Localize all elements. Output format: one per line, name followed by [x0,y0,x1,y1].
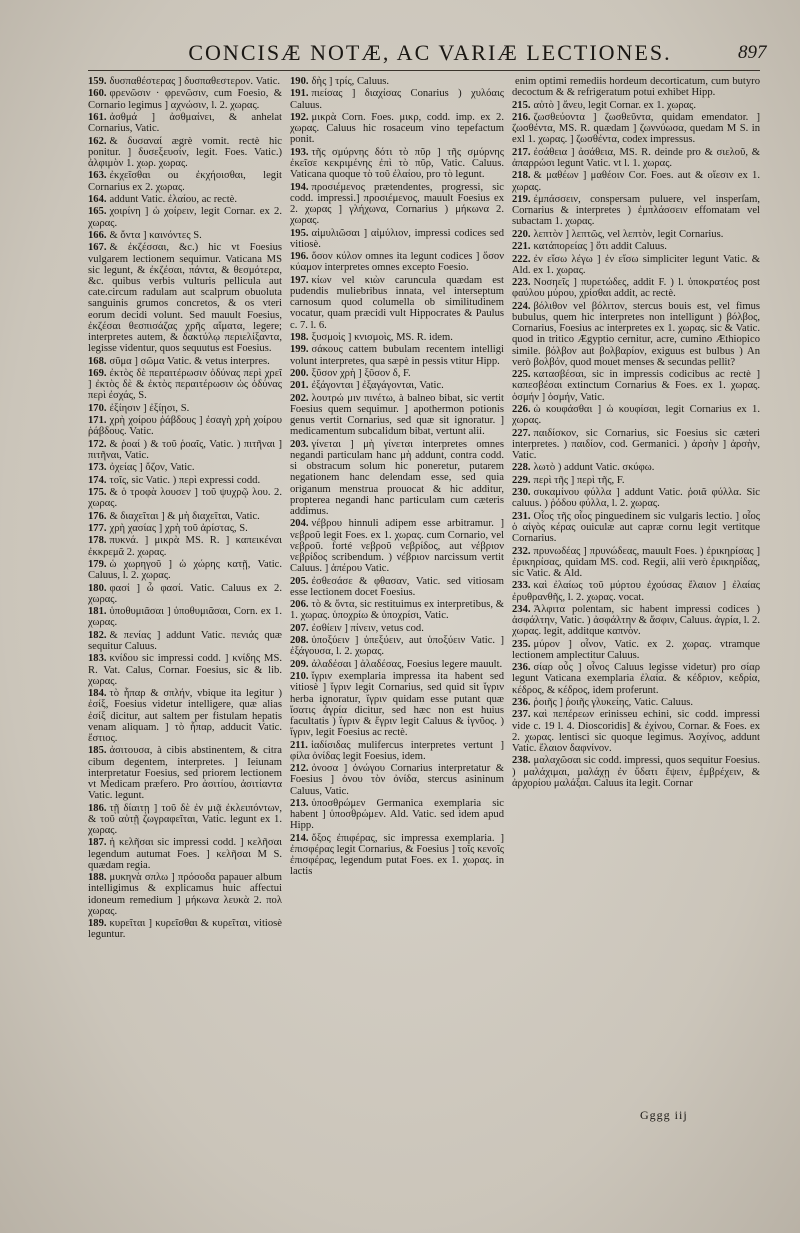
note-number: 202. [290,392,309,404]
note-number: 162. [88,135,107,147]
note-number: 194. [290,181,309,193]
note-text: ζωσθεύοντα ] ζωσθεῦντα, quidam emendator. ] ζωσθέντα, MS. R. quædam ] ζωννύωσα, quedam M S. in exl 1. χωρας. ] ζωσθέντα, codex impressus. [512,111,760,146]
note-text: λουτρώ μιν πινέτω, à balneo bibat, sic vertit Foesius quem sequimur. ] apothermon potionis genus vertit Cornarius, sed quæ sit ignoratur. ] medicamentum subcalidum bibat, vertunt alii. [290,392,504,438]
note-text: ἐξάγονται ] ἐξαγάγονται, Vatic. [311,380,444,392]
note-text: περὶ τῆς ] περὶ τῆς, F. [533,474,625,486]
note-number: 212. [290,763,309,775]
note-entry [290,833,504,878]
note-entry [290,740,504,762]
note-number: 232. [512,545,531,557]
note-number: 173. [88,462,107,474]
note-number: 204. [290,518,309,530]
note-entry [88,356,282,367]
note-number: 186. [88,802,107,814]
note-entry [512,428,760,462]
note-text: κνίδου sic impressi codd. ] κνίδης MS. R. Vat. Calus, Cornar. Foesius, sic & lib. χωρας. [88,653,282,687]
note-text: & ῥοαί ) & τοῦ ῥοαῖς, Vatic. ) πιτῆναι ] πιτῆναι, Vatic. [88,438,282,461]
note-entry [512,254,760,276]
note-text: μυκηνὰ σπλω ] πρόσοδα papauer album intelligimus & explicamus huic affectui idoneum remedium ] μήκωνα λευκὰ 2. πολ χωρας. [88,872,282,917]
note-number: 200. [290,367,309,379]
note-text: νέβρου hinnuli adipem esse arbitramur. ] νεβροῦ legit Foes. ex 1. χωρας. cum Cornario, vel νεβροῦ. forté νεβροῦ νεβρίδος, aut νέβριον νεβρίδος scribendum. ) νέβριον narcissum vertit Caluus. ] ἀπέρου Vatic. [290,518,504,575]
note-number: 189. [88,918,107,930]
note-entry [88,630,282,652]
note-text: κατασβέσαι, sic in impressis codicibus ac rectè ] καπεσβέσαι extinctum Cornarius & Foes. ex 1. χωρας. ὀσμήν ] ὀσμήν, Vatic. [512,369,760,403]
note-text: ὑποθυμιᾶσαι ] ὑποθυμιᾶσαι, Corn. ex 1. χωρας. [88,606,282,629]
note-text: τῇ δίαιτῃ ] τοῦ δὲ ἐν μιᾷ ἐκλειπόντων, & τοῦ αὐτῇ ζωγραφεῖται, Vatic. legunt ex 1. χωρας. [88,802,282,837]
note-number: 207. [290,622,309,634]
note-text: ῥοιῆς ] ῥοιῆς γλυκείης, Vatic. Caluus. [533,697,694,709]
note-entry [88,803,282,837]
note-text: δὴς ] τρίς, Caluus. [311,76,390,87]
note-text: χρὴ χασίας ] χρὴ τοῦ ἀρίστας, S. [109,523,248,535]
note-entry [512,604,760,638]
note-entry [88,837,282,871]
note-number: 215. [512,99,531,111]
note-number: 178. [88,535,107,547]
note-text: συκαμίνου φύλλα ] addunt Vatic. ῥοιᾶ φύλλα. Sic caluus. ) ῥόδου φύλλα, l. 2. χωρας. [512,487,760,510]
note-entry [88,76,282,87]
note-number: 166. [88,229,107,241]
note-number: 175. [88,487,107,499]
note-entry [290,112,504,146]
note-number: 181. [88,606,107,618]
page-number: 897 [738,42,767,63]
note-number: 227. [512,427,531,439]
note-entry [88,206,282,228]
note-entry [88,688,282,744]
note-number: 216. [512,111,531,123]
note-entry [512,580,760,602]
note-text: ἀσθμά ] ἀσθμαίνει, & anhelat Cornarius, Vatic. [88,111,282,135]
note-entry [88,559,282,581]
note-text: ἴγριν exemplaria impressa ita habent sed vitiosè ] ἴγριν legit Cornarius, sed quid sit ἴγριν herba ignoratur, ἴγριν quidam esse putant quæ ἴσατις ἀγρία dicitur, sed hæc non est huius facultatis ) ἴγριν & ἔγριν legit Caluus & ἰγνῦος. ) ἴγριν, legit Foesius ac rectè. [290,671,504,739]
note-text: σάκους cattem bubulam recentem intelligi volunt interpretes, qua sæpè in pessis vtitur Hipp. [290,344,504,367]
note-entry [512,170,760,192]
note-text: ἐξίησιν ] ἐξίῃσι, S. [109,402,190,414]
note-text: σῦμα ] σῶμα Vatic. & vetus interpres. [109,355,270,367]
note-entry [290,439,504,517]
note-text: Ἀλφιτα polentam, sic habent impressi codices ) ἀσφάλτην, Vatic. ) ἀσφάλτην & ἄσφιν, Caluus. ἀγρία, l. 2. χωρας. legit, additque καπνὸν. [512,603,760,638]
note-text: & ὁ τροφὰ λουσεν ] τοῦ ψυχρῷ λου. 2. χωρας. [88,487,282,510]
note-text: & δυσαναί ægrè vomit. rectè hic ponitur. ] δυσεξευσίν, legit. Foes. Vatic.) ἀλφιμὸν 1. χωρ. χωρας. [88,135,282,169]
header-rule [88,70,760,71]
note-entry [88,88,282,110]
note-text: λωτὸ ) addunt Vatic. σκύφω. [533,462,655,474]
note-entry [512,241,760,252]
note-entry [88,439,282,461]
note-number: 233. [512,580,531,592]
note-entry [512,229,760,240]
note-entry [290,671,504,738]
note-number: 167. [88,242,107,254]
note-text: ὡ χωρηγοῦ ] ὡ χώρης κατῇ, Vatic. Caluus, l. 2. χωρας. [88,559,282,582]
note-entry [290,76,504,87]
note-entry [88,606,282,628]
note-entry [88,918,282,940]
note-entry [512,301,760,368]
note-text: ὀχείας ] ὄζον, Vatic. [109,462,195,474]
note-entry [512,112,760,146]
note-text: ἀλαδέσαι ] ἀλαδέσας, Foesius legere mauult. [311,658,503,670]
note-entry [512,369,760,403]
note-number: 187. [88,837,107,849]
note-entry [88,872,282,917]
note-text: ἀσιτουσα, à cibis abstinentem, & citra cibum degentem, interpretes. ] Ieiunam interpretatur Foesius, sed priorem lectionem vt Medicam præfero. Pro ἀσιτίου, ἀσιτίαντα Vatic. legunt. [88,745,282,802]
note-entry [512,755,760,789]
note-text: τοῖς, sic Vatic. ) περὶ expressi codd. [109,474,261,486]
note-text: ἡ κελῆσαι sic impressi codd. ] κελῆσαι legendum autumat Foes. ] κελῆσαι M S. quædam regia. [88,837,282,871]
note-entry [290,380,504,391]
note-text: πιείσας ] διαχίσας Conarius ) χυλόαις Caluus. [290,88,504,111]
note-entry [88,511,282,522]
note-text: τὸ & ὄντα, sic restituimus ex interpretibus, & 1. χωρας. ὑποχρίω & ὑποχρίσι, Vatic. [290,599,504,622]
note-entry [88,194,282,205]
note-number: 220. [512,228,531,240]
note-number: 161. [88,111,107,123]
note-text: καὶ ἐλαίως τοῦ μύρτου ἐχούσας ἔλαιον ] ἐλαίας ἐρυθρανθῆς, l. 2. χωρας. vocat. [512,580,760,603]
note-text: ὅσον κύλον omnes ita legunt codices ] ὅσον κύαμον interpretes omnes excepto Foesio. [290,251,504,274]
note-text: & ὄντα ] καινόντες S. [109,229,202,241]
note-number: 198. [290,331,309,343]
note-text: ὄξος ἐπιφέρας, sic impressa exemplaria. ] ἐπισφέρας legit Cornarius, & Foesius ] τοῖς κενοῖς ἐπισφέρας, legendum putat Foes. ex 1. χωρας. in lactis [290,832,504,878]
note-entry [88,475,282,486]
note-number: 209. [290,658,309,670]
note-text: βόλιθον vel βόλιτον, stercus bouis est, vel fimus bubulus, quem hic interpretes non intelligunt ) βόλβος, Cornarius, Foesius ac interpretes ex 1. χωρας. sic & Vatic. quod in tritico Ægyptio cernitur, acre, cumino Æthiopico simile. βόλβον aut βολβαρίον, exiguus est bulbus ) An verò βολβόν, quod mouet menses & secundas pellit? [512,300,760,368]
note-entry [290,344,504,366]
note-entry [88,653,282,687]
note-entry [512,462,760,473]
note-text: φρενῶσιν · φρενῶσιν, cum Foesio, & Cornario legimus ] αχνώσιν, l. 2. χωρας. [88,88,282,111]
note-number: 201. [290,380,309,392]
note-entry [88,170,282,192]
note-text: γίνεται ] μὴ γίνεται interpretes omnes negandi particulam hanc μὴ addunt, contra codd. si obstracum solum hic poneretur, putarem negationem hanc delendam esse, sed quia origanum menstrua prouocat & hic additur, propterea negandi hanc particulam cum cæteris addimus. [290,438,504,517]
note-number: 221. [512,241,531,253]
note-text: addunt Vatic. ἐλαίου, ac rectè. [109,193,238,205]
note-entry [290,332,504,343]
note-number: 210. [290,671,309,683]
note-number: 165. [88,206,107,218]
note-entry [88,583,282,605]
note-number: 217. [512,146,531,158]
note-text: ἐμπάσσειν, conspersam puluere, vel insperſam, Cornarius & interpretes ) ἐμπλάσσειν effomatam vel subactam 1. χωρας. [512,193,760,228]
note-entry [290,576,504,598]
note-entry [512,475,760,486]
note-entry [512,546,760,580]
note-text: λεπτὸν ] λεπτῶς, vel λεπτὸν, legit Cornarius. [533,228,724,240]
note-entry [290,251,504,273]
note-entry [512,511,760,545]
note-number: 182. [88,629,107,641]
note-number: 180. [88,582,107,594]
note-text: δυσπαθέστερας ] δυσπαθεστερον. Vatic. [109,76,281,87]
note-entry [290,798,504,832]
note-entry [512,277,760,299]
note-text: χρὴ χοίρου ῥάβδους ] ἐσαγὴ χρὴ χοίρου ῥάβδους. Vatic. [88,415,282,438]
note-number: 235. [512,638,531,650]
note-number: 164. [88,193,107,205]
note-text: ἐκχεῖσθαι ou ἐκχήοισθαι, legit Cornarius ex 2. χωρας. [88,170,282,193]
note-entry [290,763,504,797]
note-number: 231. [512,510,531,522]
note-entry [512,100,760,111]
note-number: 188. [88,872,107,884]
signature-mark: Gggg iij [640,1108,688,1122]
note-text: παιδίσκον, sic Cornarius, sic Foesius sic cæteri interpretes. ) παιδίον, cod. Germanici. ) ἀρσὴν ] ἀρσὴν, Vatic. [512,427,760,461]
note-text: φασί ] ὦ φασί. Vatic. Caluus ex 2. χωρας. [88,582,282,605]
note-number: 214. [290,832,309,844]
note-text: ἐν εἴσω λέγω ] ἐν εἴσω simpliciter legunt Vatic. & Ald. ex 1. χωρας. [512,253,760,276]
note-entry [512,147,760,169]
note-entry [290,659,504,670]
note-entry [512,487,760,509]
note-text: & ἐκζέσσαι, &c.) hic vt Foesius vulgarem lectionem sequimur. Vaticana MS sic legunt, & ἐκζέσαι, πάντα, & θεσμότερα, &c. quibus verbis vulturis pellicula aut cate.circum radulam aut scalprum obuoluta sanguinis grumos concretos, & os vteri eorum decidi volunt. Sed mauult Foesius, ἐκζέσαι θεσπισάζας χρῆς αἴματα, legere; interpretes autem, & δακτύλῳ περιελίξαντα, legisse videntur, quos sequutus est Foesius. [88,242,282,355]
note-text: ὑποξύειν ] ὑπεξύειν, aut ὑποξύειν Vatic. ] ἐξάγουσα, l. 2. χωρας. [290,635,504,658]
note-number: 174. [88,474,107,486]
note-text: ἱαδίσιδας mulifercus interpretes vertunt ] φίλα ὀνίδας legit Foesius, idem. [290,739,504,762]
note-entry [290,599,504,621]
note-number: 193. [290,146,309,158]
note-number: 229. [512,474,531,486]
note-entry [88,745,282,801]
note-number: 224. [512,300,531,312]
note-entry [512,697,760,708]
note-number: 199. [290,344,309,356]
note-entry [290,228,504,250]
note-number: 159. [88,76,107,87]
note-text: ξῦσον χρὴ ] ξῦσον δ, F. [311,367,411,379]
note-number: 176. [88,510,107,522]
note-number: 234. [512,603,531,615]
note-text: ὑποσθρώμεν Germanica exemplaria sic habent ] ὑποσθρώμεν. Ald. Vatic. sed idem apud Hipp. [290,797,504,832]
note-number: 191. [290,88,309,100]
note-number: 196. [290,251,309,263]
text-column-middle [290,76,504,1171]
note-number: 195. [290,227,309,239]
note-number: 190. [290,76,309,87]
note-number: 177. [88,523,107,535]
note-entry [290,635,504,657]
note-number: 179. [88,559,107,571]
note-text: σίαρ οὖς ] οἶνος Caluus legisse videtur) pro σίαρ legunt Vaticana exemplaria ἐλαία. & κέδριον, κεδρία, κέδρος, & κέδρος, idem proferunt. [512,662,760,696]
note-text: ἐσθεσάσε & φθασαν, Vatic. sed vitiosam esse lectionem docet Foesius. [290,575,504,598]
note-number: 172. [88,438,107,450]
note-text: τῆς σμύρνης δότι τὸ πῦρ ] τῆς σμύρνης ἐκεῖσε κεκριμένης ἐπὶ τὸ πῦρ, Vatic. Caluus. Vaticana quoque τὸ τοῦ ἐλαίου, pro τὸ legunt. [290,146,504,181]
note-entry [88,462,282,473]
note-number: 160. [88,88,107,100]
note-entry [512,662,760,696]
note-entry [88,415,282,437]
note-entry [88,403,282,414]
note-entry [512,709,760,754]
note-entry [290,88,504,110]
note-entry [512,194,760,228]
note-number: 184. [88,688,107,700]
note-number: 206. [290,599,309,611]
note-text: πυκνά. ] μικρὰ MS. R. ] καπεικέναι ἐκκρεμᾶ 2. χωρας. [88,535,282,558]
note-number: 208. [290,635,309,647]
note-number: 225. [512,369,531,381]
note-text: κατάπορείας ] ὅτι addit Caluus. [533,241,667,253]
note-entry [512,639,760,661]
note-number: 228. [512,462,531,474]
note-text: ἐσάθεια ] ἀσάθεια, MS. R. deinde pro & σιελοῦ, & ἀπαρρώσι legunt Vatic. vt l. 1. χωρας. [512,146,760,169]
note-number: 192. [290,111,309,123]
note-entry [88,136,282,170]
note-number: 163. [88,170,107,182]
note-number: 223. [512,277,531,289]
note-number: 183. [88,653,107,665]
note-entry [88,368,282,402]
note-entry [290,623,504,634]
note-number: 211. [290,739,308,751]
note-number: 236. [512,697,531,709]
note-entry [290,368,504,379]
note-entry [88,242,282,354]
note-text: & μαθέων ] μαθέοιν Cor. Foes. aut & οἴεσιν ex 1. χωρας. [512,170,760,193]
note-text: μαλαχῶσαι sic codd. impressi, quos sequitur Foesius. ) μαλάχιμαι, μαλάχῃ ἐν ὕδατι ἕψειν, ἐμβρέχειν, & ἀρχορίου μαλάξαι. Caluus ita legit. Cornar [512,755,760,789]
note-number: 236. [512,662,531,674]
note-number: 203. [290,438,309,450]
note-text: μικρὰ Corn. Foes. μικρ, codd. imp. ex 2. χωρας. Caluus hic rosaceum vino tepefactum ponit. [290,111,504,146]
note-text: ἐκτὸς δὲ περαιτέρωσιν ὀδύνας περὶ χρεῖ ] ἐκτὸς δὲ & ἐκτὸς περαιτέρωσιν ὡς ὀδύνας περὶ ἐσχάς, S. [88,367,282,402]
note-entry [512,76,760,98]
note-text: ὀνοσα ] ὀνώγου Cornarius interpretatur & Foesius ] ὀνου τὸν ὀνίδα, stercus asininum Caluus, Vatic. [290,763,504,797]
note-entry [290,393,504,438]
note-entry [88,230,282,241]
note-entry [88,535,282,557]
note-text: Νοσηεῖς ] πυρετώδες, addit F. ) l. ὑποκρατέος post φαύλου μύρου, χρίσθαι addit, ac rectè. [512,277,760,300]
note-text: & πενίας ] addunt Vatic. πενιάς quæ sequitur Caluus. [88,629,282,653]
note-text: Οἶος τῆς οἶος pinguedinem sic vulgaris lectio. ] οἶος ὁ αἰγὸς κέρας ouiculæ aut capræ cornu legit vertitque Cornarius. [512,510,760,545]
note-text: κίων vel κιὼν caruncula quædam est pudendis muliebribus innata, vel interseptum carnosum quod columella ob similitudinem vocatur, quam præcidi vult Hippocrates & Paulus c. 7. l. 6. [290,274,504,331]
running-header: CONCISÆ NOTÆ, AC VARIÆ LECTIONES. [188,40,672,65]
note-text: enim optimi remediis hordeum decorticatum, cum butyro decoctum & & refrigeratum potui exhibet Hipp. [512,76,760,99]
note-text: αἰμυλιῶσαι ] αἰμύλιον, impressi codices sed vitiosè. [290,227,504,250]
note-number: 171. [88,415,107,427]
note-number: 185. [88,745,107,757]
note-number: 169. [88,367,107,379]
note-text: καὶ πεπέρεων erinisseu echini, sic codd. impressi vide c. 19 l. 4. Dioscoridis] & ἐχίνου, Cornar. & Foes. ex 2. χωρας. lentisci sic quoque legimus. Ἀσχίνος, addunt Vatic. ἔλαιον δαφνίνον. [512,709,760,755]
note-number: 218. [512,170,531,182]
note-text: αὐτὸ ] ἄνευ, legit Cornar. ex 1. χωρας. [533,99,697,111]
note-text: προσιέμενος prætendentes, progressi, sic codd. impressi.] προσιέμενος, mauult Foesius ex 2. χωρας ] γλήχωνα, Cornarius ) μήκωνα 2. χωρας. [290,181,504,227]
note-number: 168. [88,355,107,367]
text-column-right [512,76,760,1126]
note-entry [512,404,760,426]
note-text: κυρεῖται ] κυρεῖσθαι & κυρεῖται, vitiosè leguntur. [88,918,282,941]
note-entry [88,112,282,134]
note-entry [88,523,282,534]
note-entry [290,182,504,227]
note-number: 226. [512,403,531,415]
note-number: 219. [512,193,531,205]
note-entry [290,147,504,181]
note-entry [88,487,282,509]
note-number: 205. [290,575,309,587]
note-text: μύρον ] οἶνον, Vatic. ex 2. χωρας. vtramque lectionem amplectitur Caluus. [512,638,760,661]
note-entry [290,275,504,331]
text-column-left [88,76,282,1116]
note-text: ἐσθίειν ] πίνειν, vetus cod. [311,622,424,634]
note-number: 237. [512,709,531,721]
note-number: 170. [88,402,107,414]
note-text: χοιρίνη ] ὡ χοίρειν, legit Cornar. ex 2. χωρας. [88,206,282,229]
note-text: ξυσμοὶς ] κνισμοὶς, MS. R. idem. [311,331,453,343]
note-text: ὡ κουφάσθαι ] ὡ κουφίσαι, legit Cornarius ex 1. χωρας. [512,403,760,427]
note-entry [290,518,504,574]
note-text: & διαχεῖται ] & μὴ διαχεῖται, Vatic. [109,510,260,522]
note-number: 197. [290,274,309,286]
note-text: πρυνωδέας ] πρυνώδεας, mauult Foes. ) ἐρικηρίσας ] ἐρικηρίσας, quidam MS. cod. Regii, alii verò ἐρικηρίδας, sic Vatic. & Ald. [512,545,760,579]
note-number: 222. [512,253,531,265]
note-number: 230. [512,487,531,499]
note-number: 213. [290,797,309,809]
note-text: τὸ ἧπαρ & σπλήν, vbique ita legitur ) ἐσίξ, Foesius videtur intelligere, quæ alias ἐσίξ dicitur, aut saltem per fistulam hepatis venam aliquam. ] τὸ ἧπαρ, adducit Vatic. ἔστιος. [88,688,282,745]
note-number: 238. [512,755,531,767]
